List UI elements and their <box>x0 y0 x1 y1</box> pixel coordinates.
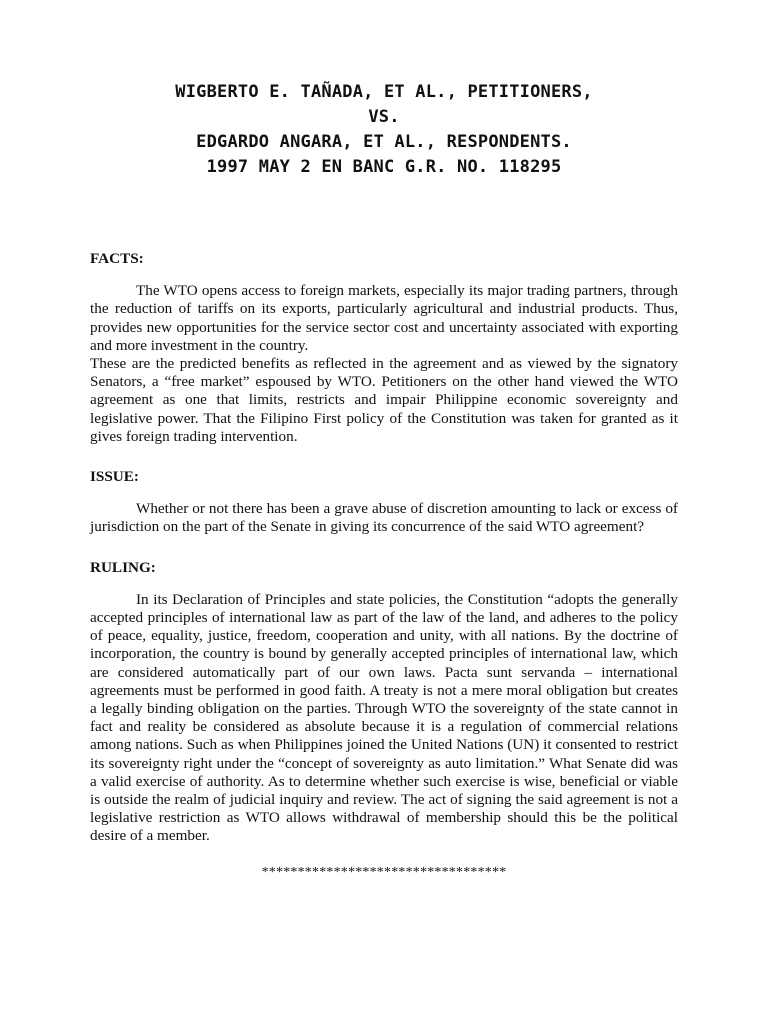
case-title-date-number: 1997 MAY 2 EN BANC G.R. NO. 118295 <box>206 157 562 177</box>
issue-heading: ISSUE: <box>90 468 139 486</box>
facts-section <box>90 250 678 446</box>
case-title-respondents: EDGARDO ANGARA, ET AL., RESPONDENTS. <box>196 132 572 152</box>
case-title-versus: VS. <box>368 107 400 127</box>
ruling-paragraph: In its Declaration of Principles and state policies, the Constitution “adopts the generally accepted principles of international law as part of the law of the land, and adheres to the policy of peace, equality, justice, freedom, cooperation and unity, with all nations. By the doctrine of incorporation, the country is bound by generally accepted principles of international law, which are considered automatically part of our own laws. Pacta sunt servanda – international agreements must be performed in good faith. A treaty is not a mere moral obligation but creates a legally binding obligation on the parties. Through WTO the sovereignty of the state cannot in fact and reality be considered as absolute because it is a regulation of commercial relations among nations. Such as when Philippines joined the United Nations (UN) it consented to restrict its sovereignty right under the “concept of sovereignty as auto limitation.” What Senate did was a valid exercise of authority. As to determine whether such exercise is wise, beneficial or viable is outside the realm of judicial inquiry and review. The act of signing the said agreement is not a legislative restriction as WTO allows withdrawal of membership should this be the political desire of a member. <box>90 590 678 845</box>
issue-section <box>90 468 678 537</box>
issue-paragraph: Whether or not there has been a grave abuse of discretion amounting to lack or excess of jurisdiction on the part of the Senate in giving its concurrence of the said WTO agreement? <box>90 500 678 536</box>
facts-paragraph-1: The WTO opens access to foreign markets, especially its major trading partners, through the reduction of tariffs on its exports, particularly agricultural and industrial products. Thus, provides new opportunities for the service sector cost and uncertainty associated with exporting and more investment in the country. <box>90 282 678 354</box>
facts-paragraph-2: These are the predicted benefits as reflected in the agreement and as viewed by the signatory Senators, a “free market” espoused by WTO. Petitioners on the other hand viewed the WTO agreement as one that limits, restricts and impair Philippine economic sovereignty and legislative power. That the Filipino First policy of the Constitution was taken for granted as it gives foreign trading intervention. <box>90 355 678 445</box>
facts-heading: FACTS: <box>90 250 144 267</box>
end-separator: ********************************** <box>261 864 507 880</box>
ruling-heading: RULING: <box>90 558 156 576</box>
ruling-section <box>90 559 678 846</box>
case-title-petitioners: WIGBERTO E. TAÑADA, ET AL., PETITIONERS, <box>175 82 593 102</box>
case-title <box>90 80 678 180</box>
document-body <box>90 250 678 882</box>
